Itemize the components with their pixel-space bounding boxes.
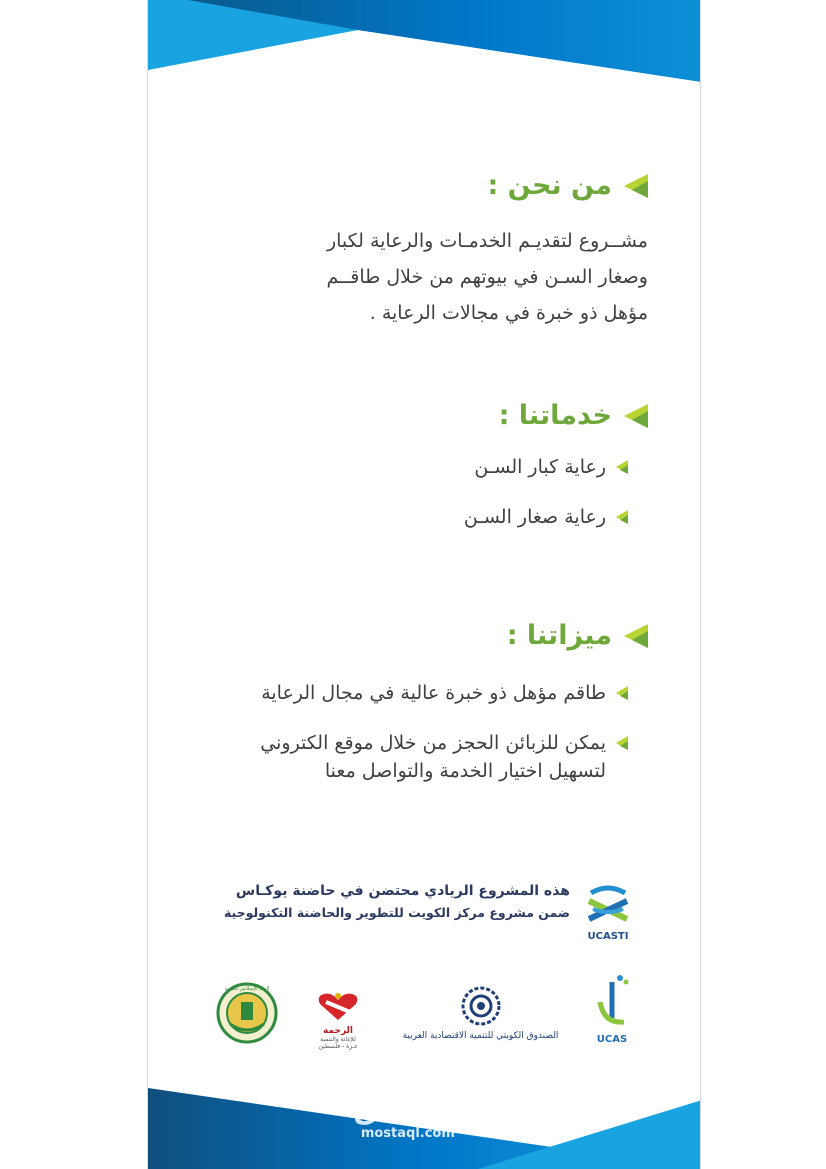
- features-heading: [260, 620, 648, 651]
- kuwait-fund-label: الصندوق الكويتي للتنمية الاقتصادية العربية: [402, 1031, 559, 1041]
- small-triangle-icon: [616, 510, 628, 524]
- incubator-note: [224, 880, 570, 924]
- watermark-url: mostaql.com: [360, 1126, 455, 1141]
- ucasti-label: UCASTI: [587, 931, 629, 942]
- isdb-logo: [216, 982, 278, 1044]
- brochure-page: [147, 0, 701, 1169]
- triangle-bullet-icon: [622, 403, 648, 429]
- ucas-label: UCAS: [596, 1034, 628, 1045]
- list-item: [464, 453, 628, 481]
- about-heading-text: من نحن :: [487, 170, 612, 201]
- rahma-emblem-icon: [316, 990, 360, 1022]
- isdb-label: البنك الإسلامي للتنمية: [224, 986, 270, 992]
- about-section: [327, 170, 648, 331]
- list-item-text: يمكن للزبائن الحجز من خلال موقع الكتروني لتسهيل اختيار الخدمة والتواصل معنا: [260, 732, 606, 782]
- features-section: [260, 620, 648, 785]
- list-item: [260, 729, 628, 785]
- triangle-bullet-icon: [622, 623, 648, 649]
- triangle-bullet-icon: [622, 173, 648, 199]
- kuwait-fund-logo: [393, 985, 568, 1041]
- services-section: [464, 400, 648, 531]
- incubator-line1: هذه المشروع الريادي محتضن في حاضنة يوكـاس: [235, 883, 570, 899]
- small-triangle-icon: [616, 460, 628, 474]
- kuwait-fund-emblem-icon: [458, 985, 504, 1027]
- ucasti-emblem-icon: [583, 885, 633, 927]
- about-body: مشــروع لتقديـم الخدمـات والرعاية لكبار وصغار السـن في بيوتهم من خلال طاقــم مؤهل ذو خبرة في مجالات الرعاية .: [326, 230, 648, 324]
- services-list: [464, 453, 648, 531]
- about-heading: [327, 170, 648, 201]
- features-list: [260, 679, 648, 785]
- incubator-line2: ضمن مشروع مركز الكويت للتطوير والحاضنة التكنولوجية: [223, 905, 570, 920]
- list-item-text: طاقم مؤهل ذو خبرة عالية في مجال الرعاية: [261, 682, 606, 704]
- list-item: [260, 679, 628, 707]
- ucas-emblem-icon: [592, 972, 632, 1030]
- rahma-sub: للإغاثة والتنمية: [320, 1036, 356, 1043]
- services-heading-text: خدماتنا :: [498, 400, 612, 431]
- top-banner: [148, 0, 701, 90]
- list-item-text: رعاية صغار السـن: [463, 506, 606, 528]
- watermark-main: مستقل: [353, 1093, 463, 1128]
- rahma-place: غـزة - فلسطين: [318, 1043, 358, 1050]
- services-heading: [464, 400, 648, 431]
- small-triangle-icon: [616, 736, 628, 750]
- small-triangle-icon: [616, 686, 628, 700]
- mostaql-watermark: [353, 1095, 463, 1141]
- ucas-logo: [592, 972, 632, 1045]
- rahma-name: الرحمة: [322, 1026, 354, 1036]
- list-item: [464, 503, 628, 531]
- ucasti-logo: [583, 885, 633, 942]
- list-item-text: رعاية كبار السـن: [474, 456, 606, 478]
- features-heading-text: ميزاتنا :: [506, 620, 612, 651]
- rahma-logo: [308, 990, 368, 1050]
